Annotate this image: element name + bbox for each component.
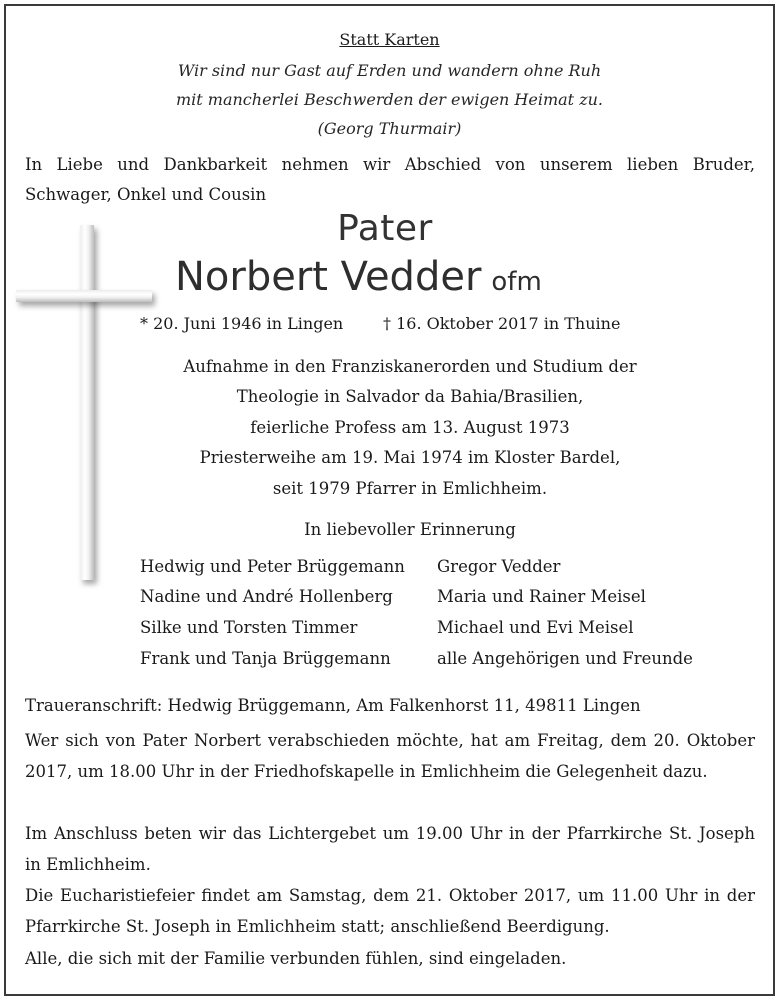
deceased-name-text: Norbert Vedder <box>175 254 482 300</box>
mourning-address: Traueranschrift: Hedwig Brüggemann, Am Falkenhorst 11, 49811 Lingen <box>25 696 641 715</box>
closing-invitation: Alle, die sich mit der Familie verbunden fühlen, sind eingeladen. <box>25 949 567 968</box>
poem-line-1: Wir sind nur Gast auf Erden und wandern ohne Ruh <box>177 61 602 80</box>
deceased-title: Pater <box>337 208 433 249</box>
mourner-left-4: Frank und Tanja Brüggemann <box>140 649 391 668</box>
death-date: † 16. Oktober 2017 in Thuine <box>383 314 621 333</box>
poem-line-2: mit mancherlei Beschwerden der ewigen Heimat zu. <box>175 90 604 109</box>
mourner-right-3: Michael und Evi Meisel <box>437 618 634 637</box>
header-statt-karten: Statt Karten <box>339 30 440 49</box>
mass-paragraph: Die Eucharistiefeier findet am Samstag, dem 21. Oktober 2017, um 11.00 Uhr in der Pfarrkirche St. Joseph in Emlichheim statt; anschließend Beerdigung. <box>25 886 755 936</box>
bio-line-3: feierliche Profess am 13. August 1973 <box>250 418 570 437</box>
order-suffix: ofm <box>491 267 542 297</box>
mourner-right-2: Maria und Rainer Meisel <box>437 587 646 606</box>
deceased-name <box>175 254 775 300</box>
prayer-paragraph: Im Anschluss beten wir das Lichtergebet um 19.00 Uhr in der Pfarrkirche St. Joseph in Emlichheim. <box>25 824 755 874</box>
bio-line-5: seit 1979 Pfarrer in Emlichheim. <box>272 479 548 498</box>
bio-line-1: Aufnahme in den Franziskanerorden und Studium der <box>183 357 637 376</box>
mourner-right-4: alle Angehörigen und Freunde <box>437 649 693 668</box>
bio-line-4: Priesterweihe am 19. Mai 1974 im Kloster Bardel, <box>199 448 621 467</box>
farewell-paragraph: Wer sich von Pater Norbert verabschieden möchte, hat am Freitag, dem 20. Oktober 2017, um 18.00 Uhr in der Friedhofskapelle in Emlichheim die Gelegenheit dazu. <box>25 731 755 781</box>
poem-author: (Georg Thurmair) <box>317 119 462 138</box>
cross-icon <box>80 225 94 580</box>
mourner-left-3: Silke und Torsten Timmer <box>140 618 358 637</box>
bio-line-2: Theologie in Salvador da Bahia/Brasilien, <box>236 387 584 406</box>
birth-date: * 20. Juni 1946 in Lingen <box>140 314 344 333</box>
remembrance-heading: In liebevoller Erinnerung <box>304 520 516 539</box>
cross-icon-crossbar <box>16 290 152 302</box>
mourner-right-1: Gregor Vedder <box>437 557 561 576</box>
mourner-left-1: Hedwig und Peter Brüggemann <box>140 557 405 576</box>
mourner-left-2: Nadine und André Hollenberg <box>140 587 393 606</box>
intro-text: In Liebe und Dankbarkeit nehmen wir Abschied von unserem lieben Bruder, Schwager, Onkel und Cousin <box>25 155 755 204</box>
